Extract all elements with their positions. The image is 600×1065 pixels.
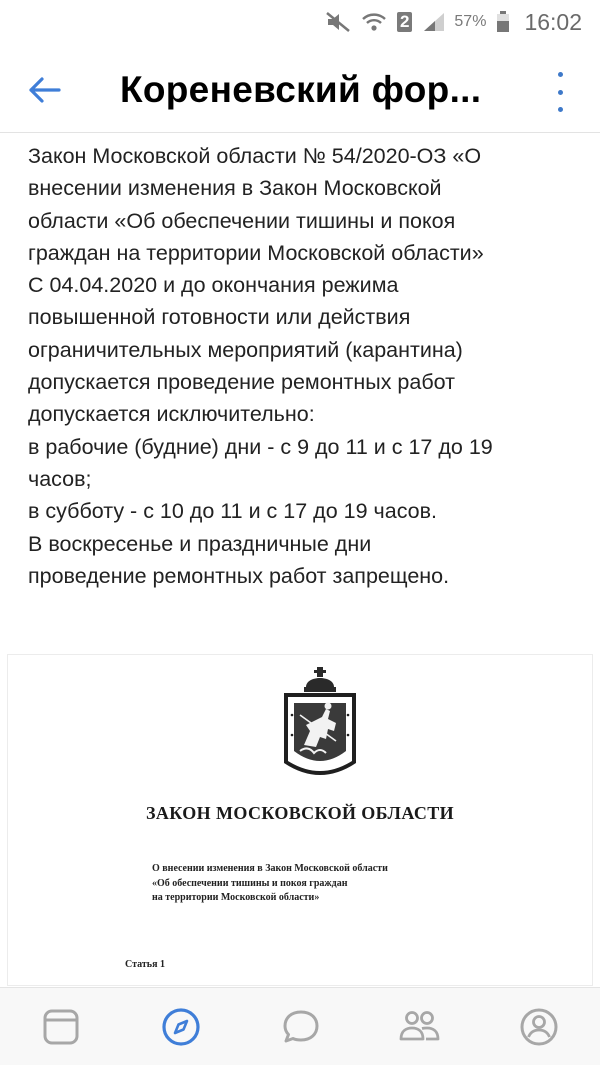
nav-messages-button[interactable] — [280, 1006, 322, 1048]
post-line: С 04.04.2020 и до окончания режима — [28, 273, 399, 298]
app-header — [0, 52, 600, 128]
battery-percent: 57% — [454, 13, 487, 30]
arrow-left-icon — [27, 76, 61, 104]
post-line: повышенной готовности или действия — [28, 305, 411, 330]
document-article: Статья 1 — [125, 959, 165, 970]
document-subtitle-line: «Об обеспечении тишины и покоя граждан — [152, 877, 348, 889]
friends-icon — [398, 1006, 440, 1048]
nav-profile-button[interactable] — [518, 1006, 560, 1048]
post-line: Закон Московской области № 54/2020-ОЗ «О — [28, 144, 482, 168]
post-line: допускается исключительно: — [28, 402, 315, 427]
signal-icon — [422, 11, 446, 33]
post-line: проведение ремонтных работ запрещено. — [28, 563, 450, 588]
battery-icon — [496, 11, 510, 33]
document-subtitle-line: на территории Московской области» — [152, 892, 320, 903]
back-button[interactable] — [24, 70, 64, 110]
vertical-dots-icon — [558, 72, 563, 77]
post-line: ограничительных мероприятий (карантина) — [28, 337, 463, 362]
page-title: Кореневский фор... — [120, 69, 482, 110]
moscow-region-coat-of-arms-icon — [270, 665, 370, 783]
compass-icon — [160, 1006, 202, 1048]
document-image[interactable] — [8, 655, 592, 985]
profile-icon — [518, 1006, 560, 1048]
more-options-button[interactable] — [550, 72, 570, 112]
header-divider — [0, 132, 600, 133]
post-line: в субботу - с 10 до 11 и с 17 до 19 часов. — [28, 499, 438, 524]
mute-icon — [325, 11, 351, 33]
bottom-navigation — [0, 987, 600, 1065]
post-line: часов; — [28, 466, 92, 491]
post-line: в рабочие (будние) дни - с 9 до 11 и с 17 до 19 — [28, 434, 493, 459]
nav-friends-button[interactable] — [398, 1006, 440, 1048]
news-feed-icon — [40, 1006, 82, 1048]
status-bar — [0, 0, 600, 44]
nav-discover-button[interactable] — [160, 1006, 202, 1048]
post-line: области «Об обеспечении тишины и покоя — [28, 208, 456, 233]
post-line: допускается проведение ремонтных работ — [28, 370, 455, 395]
chat-bubble-icon — [280, 1006, 322, 1048]
wifi-icon — [361, 11, 387, 33]
status-time: 16:02 — [524, 8, 582, 35]
sim-slot-badge: 2 — [397, 12, 412, 32]
document-title: ЗАКОН МОСКОВСКОЙ ОБЛАСТИ — [145, 803, 455, 823]
post-line: В воскресенье и праздничные дни — [28, 531, 372, 556]
post-line: граждан на территории Московской области» — [28, 240, 484, 265]
post-text — [28, 140, 584, 592]
post-line: внесении изменения в Закон Московской — [28, 176, 442, 201]
document-subtitle-line: О внесении изменения в Закон Московской области — [152, 863, 388, 874]
document-subtitle — [152, 862, 512, 906]
nav-news-button[interactable] — [40, 1006, 82, 1048]
